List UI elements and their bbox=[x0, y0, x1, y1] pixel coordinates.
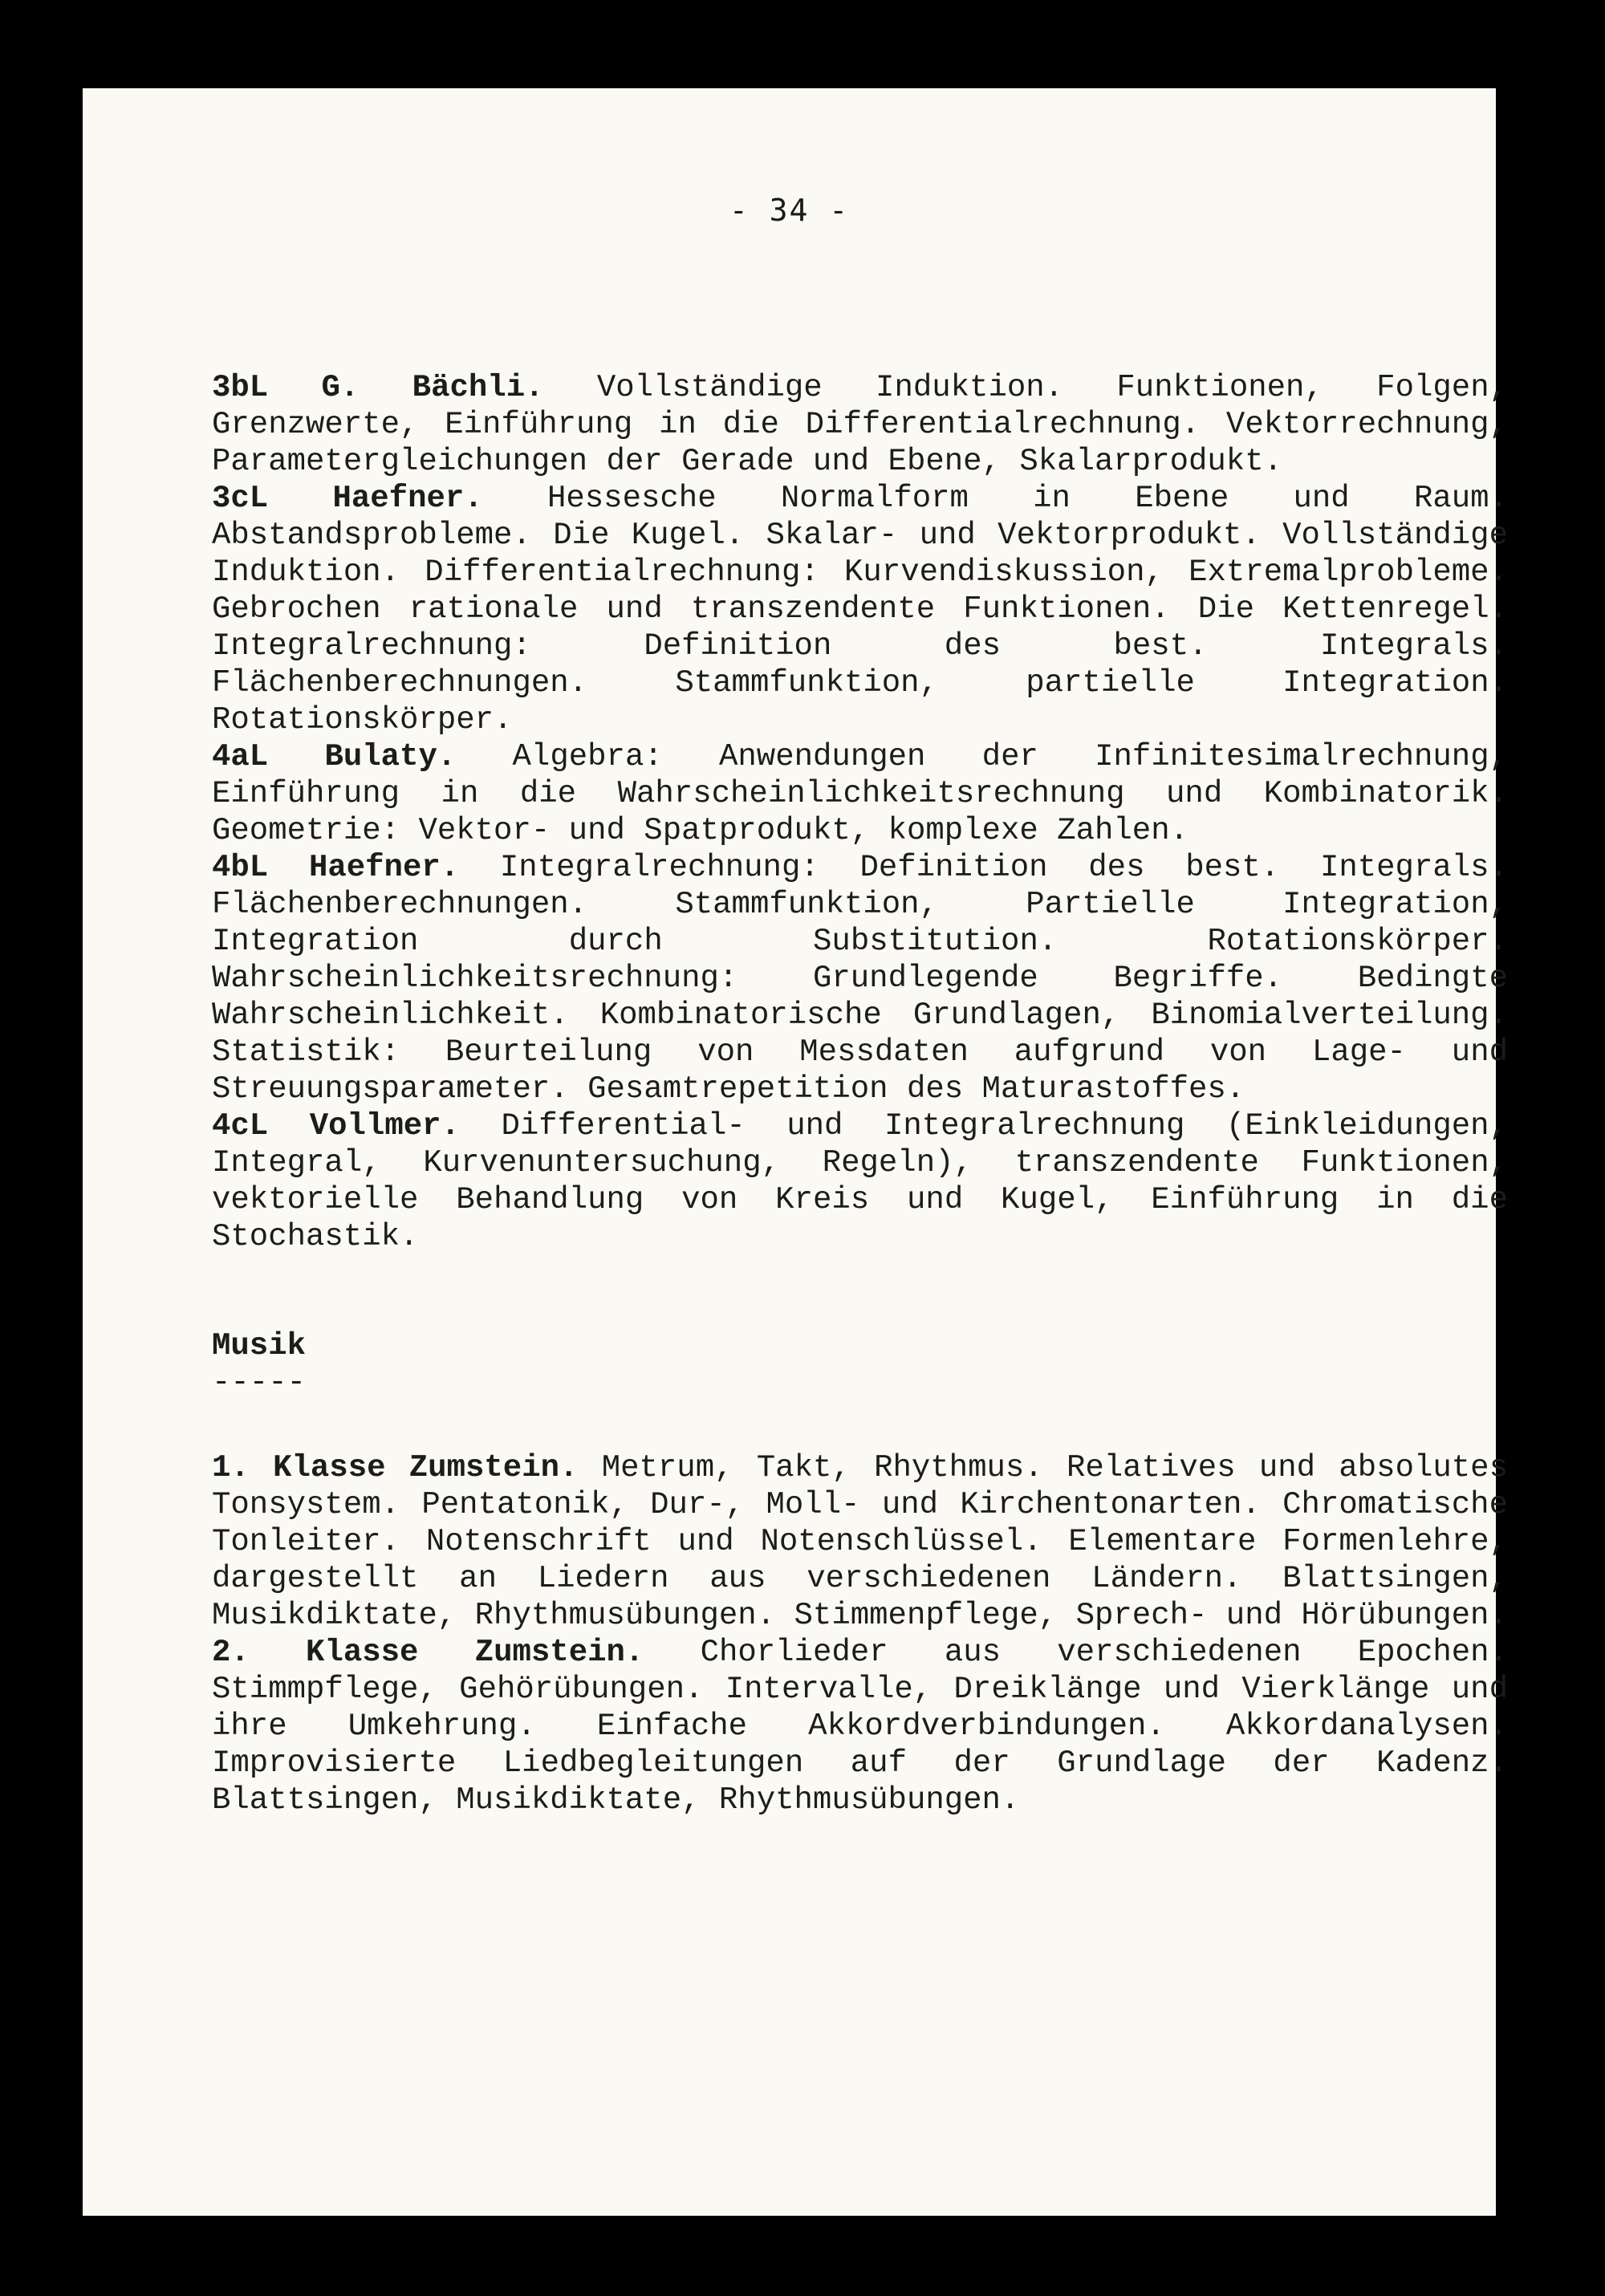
music-section bbox=[212, 1327, 1508, 1819]
course-entry-prefix: 4cL Vollmer. bbox=[212, 1108, 460, 1144]
music-section-body bbox=[212, 1449, 1508, 1819]
course-entry-text: Differential- und Integralrechnung (Einkleidungen, Integral, Kurvenuntersuchung, Regeln), transzendente Funktionen, vektorielle Behandlung von Kreis und Kugel, Einführung in die Stochastik. bbox=[212, 1108, 1508, 1254]
course-entry-class-1 bbox=[212, 1449, 1508, 1634]
section-heading: Musik bbox=[212, 1328, 307, 1363]
course-entry-prefix: 4bL Haefner. bbox=[212, 850, 460, 885]
course-entry-text: Metrum, Takt, Rhythmus. Relatives und absolutes Tonsystem. Pentatonik, Dur-, Moll- und Kirchentonarten. Chromatische Tonleiter. Notenschrift und Notenschlüssel. Elementare Formenlehre, dargestellt an Liedern aus verschiedenen Ländern. Blattsingen, Musikdiktate, Rhythmusübungen. Stimmenpflege, Sprech- und Hörübungen. bbox=[212, 1450, 1508, 1633]
course-entry-4bl bbox=[212, 849, 1508, 1107]
course-entry-prefix: 4aL Bulaty. bbox=[212, 739, 457, 774]
page-content bbox=[212, 369, 1508, 1819]
page-number: - 34 - bbox=[729, 193, 850, 228]
section-heading-underline: ----- bbox=[212, 1365, 307, 1400]
course-entry-class-2 bbox=[212, 1634, 1508, 1819]
course-entry-4cl bbox=[212, 1107, 1508, 1255]
course-entry-text: Chorlieder aus verschiedenen Epochen. Stimmpflege, Gehörübungen. Intervalle, Dreiklänge und Vierklänge und ihre Umkehrung. Einfache Akkordverbindungen. Akkordanalysen. Improvisierte Liedbegleitungen auf der Grundlage der Kadenz. Blattsingen, Musikdiktate, Rhythmusübungen. bbox=[212, 1635, 1508, 1818]
course-entry-text: Vollständige Induktion. Funktionen, Folgen, Grenzwerte, Einführung in die Differentialrechnung. Vektorrechnung, Parametergleichungen der Gerade und Ebene, Skalarprodukt. bbox=[212, 370, 1509, 479]
course-entry-3cl bbox=[212, 480, 1508, 738]
course-entry-prefix: 2. Klasse Zumstein. bbox=[212, 1635, 644, 1670]
course-entry-3bl bbox=[212, 369, 1508, 480]
document-page bbox=[83, 88, 1509, 2216]
course-entry-prefix: 1. Klasse Zumstein. bbox=[212, 1450, 579, 1485]
course-entry-prefix: 3bL G. Bächli. bbox=[212, 370, 544, 405]
course-entry-4al bbox=[212, 738, 1508, 849]
course-entry-text: Hessesche Normalform in Ebene und Raum. Abstandsprobleme. Die Kugel. Skalar- und Vektorprodukt. Vollständige Induktion. Differentialrechnung: Kurvendiskussion, Extremalprobleme. Gebrochen rationale und transzendente Funktionen. Die Kettenregel. Integralrechnung: Definition des best. Integrals. Flächenberechnungen. Stammfunktion, partielle Integration. Rotationskörper. bbox=[212, 481, 1508, 738]
course-entry-prefix: 3cL Haefner. bbox=[212, 481, 483, 516]
course-entry-text: Integralrechnung: Definition des best. Integrals. Flächenberechnungen. Stammfunktion, Partielle Integration, Integration durch Substitution. Rotationskörper. Wahrscheinlichkeitsrechnung: Grundlegende Begriffe. Bedingte Wahrscheinlichkeit. Kombinatorische Grundlagen, Binomialverteilung. Statistik: Beurteilung von Messdaten aufgrund von Lage- und Streuungsparameter. Gesamtrepetition des Maturastoffes. bbox=[212, 850, 1508, 1107]
course-entry-text: Algebra: Anwendungen der Infinitesimalrechnung, Einführung in die Wahrscheinlichkeitsrechnung und Kombinatorik. Geometrie: Vektor- und Spatprodukt, komplexe Zahlen. bbox=[212, 739, 1509, 848]
